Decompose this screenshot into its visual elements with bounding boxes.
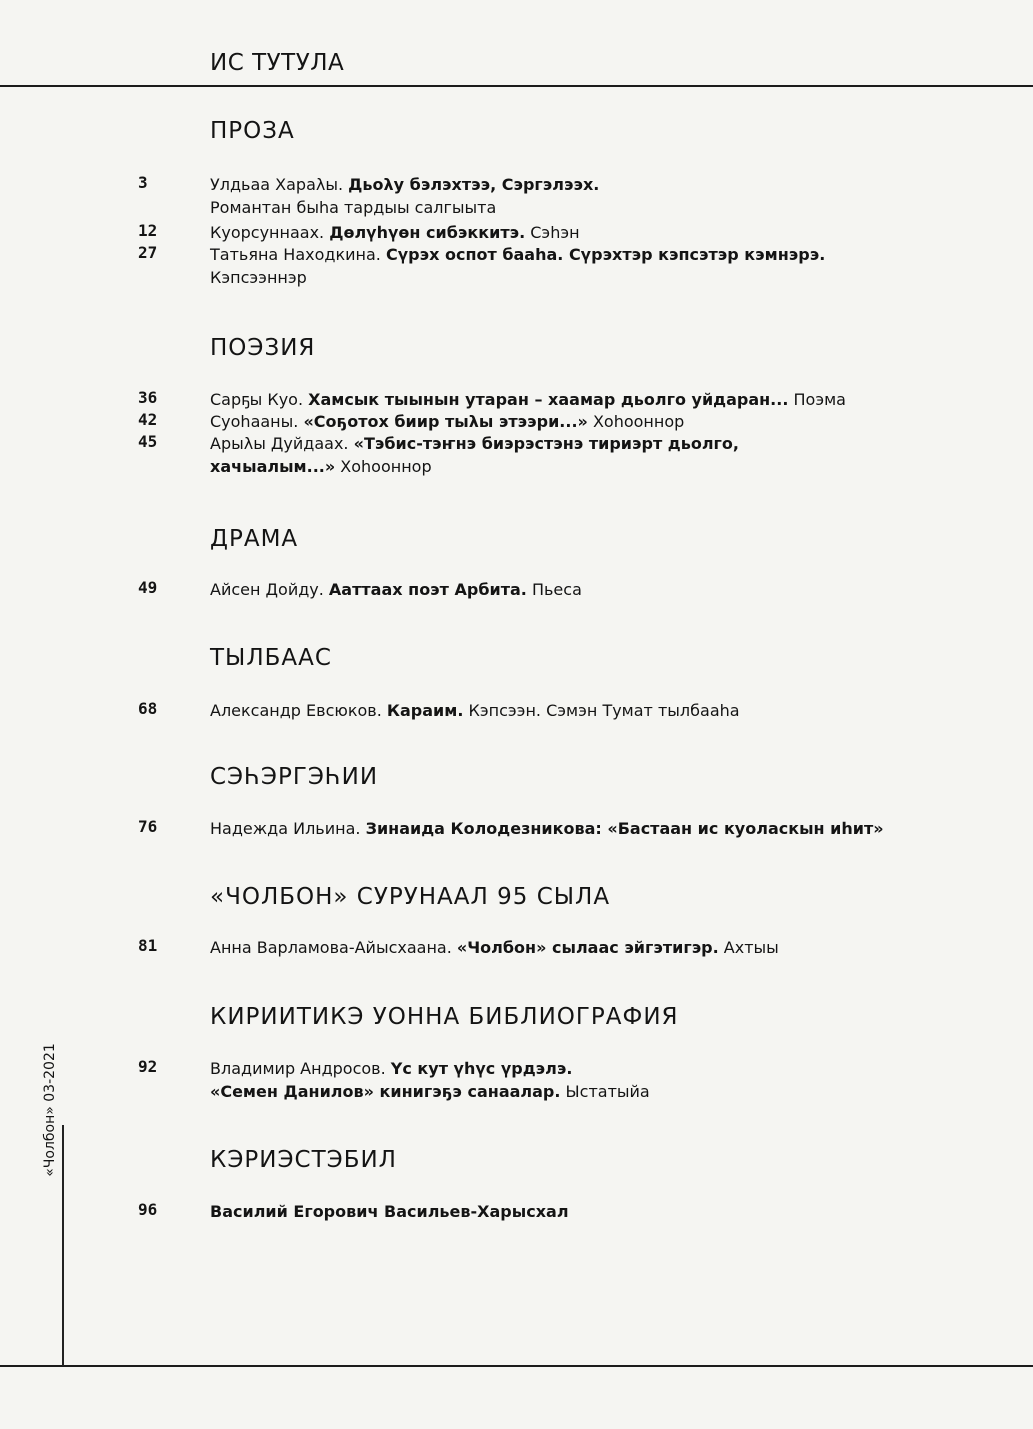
entry-text [210, 410, 910, 433]
section-heading: ПРОЗА [210, 118, 295, 144]
entry-author-or-genre: Пьеса [526, 580, 582, 599]
entry-line [210, 936, 910, 959]
entry-author-or-genre: Арыλы Дуйдаах. [210, 434, 354, 453]
entry-author-or-genre: Айсен Дойду. [210, 580, 329, 599]
entry-author-or-genre: Александр Евсюков. [210, 701, 387, 720]
entry-title: Сүрэх оспот бааhа. Сүрэхтэр кэпсэтэр кэмнэрэ. [385, 245, 826, 264]
entry-title: «Тэбис-тэҥнэ биэрэстэнэ тириэрт дьолго, [353, 434, 739, 453]
entry-author-or-genre: Романтан быhа тардыы салгыыта [210, 198, 497, 217]
entry-line [210, 699, 910, 722]
section-heading: ПОЭЗИЯ [210, 335, 316, 361]
entry-line [210, 817, 910, 840]
entry-title: «Соҕотох биир тыλы этээри...» [303, 412, 588, 431]
entry-text [210, 221, 910, 244]
entry-title: Үс кут үһүс үрдэлэ. [390, 1059, 573, 1078]
page-number: 27 [138, 243, 158, 262]
section-heading: ТЫЛБААС [210, 645, 332, 671]
page-number: 81 [138, 936, 158, 955]
entry-author-or-genre: Ахтыы [718, 938, 779, 957]
spine-divider [62, 1125, 64, 1366]
entry-author-or-genre: Хоhооннор [335, 457, 432, 476]
entry-title: Караим. [386, 701, 464, 720]
entry-line [210, 196, 910, 219]
entry-author-or-genre: Владимир Андросов. [210, 1059, 391, 1078]
entry-text [210, 817, 910, 840]
page-number: 92 [138, 1057, 158, 1076]
page-number: 45 [138, 432, 158, 451]
page-number: 36 [138, 388, 158, 407]
entry-author-or-genre: Куорсуннаах. [210, 223, 330, 242]
entry-line [210, 410, 910, 433]
entry-line [210, 455, 910, 478]
entry-author-or-genre: Татьяна Находкина. [210, 245, 386, 264]
entry-line [210, 266, 910, 289]
page-number: 42 [138, 410, 158, 429]
section-heading: «ЧОЛБОН» СУРУНААЛ 95 СЫЛА [210, 884, 611, 910]
entry-text [210, 936, 910, 959]
page-number: 68 [138, 699, 158, 718]
entry-line [210, 173, 910, 196]
entry-title: Ааттаах поэт Арбита. [328, 580, 527, 599]
entry-text [210, 388, 910, 411]
entry-author-or-genre: Поэма [788, 390, 846, 409]
entry-author-or-genre: Суоhааны. [210, 412, 304, 431]
page-title: ИС ТУТУЛА [210, 50, 345, 76]
entry-title: Зинаида Колодезникова: «Бастаан ис куоласкын иһит» [365, 819, 884, 838]
entry-text [210, 1200, 910, 1223]
entry-text [210, 173, 910, 219]
top-divider [0, 85, 1033, 87]
section-heading: ДРАМА [210, 526, 299, 552]
entry-title: Василий Егорович Васильев-Харысхал [210, 1202, 569, 1221]
entry-line [210, 432, 910, 455]
entry-text [210, 243, 910, 289]
page-number: 12 [138, 221, 158, 240]
entry-author-or-genre: Кэпсээн. Сэмэн Тумат тылбааhа [463, 701, 740, 720]
entry-title: «Чолбон» сылаас эйгэтигэр. [456, 938, 719, 957]
page-number: 76 [138, 817, 158, 836]
entry-line [210, 1080, 910, 1103]
spine-label: «Чолбон» 03-2021 [42, 1043, 58, 1177]
entry-author-or-genre: Анна Варламова-Айысхаана. [210, 938, 457, 957]
section-heading: КЭРИЭСТЭБИЛ [210, 1147, 397, 1173]
entry-text [210, 578, 910, 601]
entry-text [210, 1057, 910, 1103]
bottom-divider [0, 1365, 1033, 1367]
entry-line [210, 1200, 910, 1223]
entry-title: хачыалым...» [210, 457, 336, 476]
entry-line [210, 578, 910, 601]
entry-line [210, 1057, 910, 1080]
entry-line [210, 388, 910, 411]
page-number: 49 [138, 578, 158, 597]
entry-author-or-genre: Надежда Ильина. [210, 819, 366, 838]
section-heading: КИРИИТИКЭ УОННА БИБЛИОГРАФИЯ [210, 1004, 679, 1030]
entry-author-or-genre: Хоhооннор [587, 412, 685, 431]
entry-line [210, 243, 910, 266]
page-number: 96 [138, 1200, 158, 1219]
entry-title: Хамсык тыынын утаран – хаамар дьолго уйдаран... [308, 390, 789, 409]
entry-line [210, 221, 910, 244]
entry-author-or-genre: Кэпсээннэр [210, 268, 307, 287]
entry-title: Дөлүһүөн сибэккитэ. [329, 223, 526, 242]
entry-title: «Семен Данилов» кинигэҕэ санаалар. [210, 1082, 561, 1101]
entry-title: Дьоλу бэлэхтээ, Сэргэлээх. [348, 175, 600, 194]
entry-author-or-genre: Сэhэн [525, 223, 580, 242]
entry-author-or-genre: Сарҕы Куо. [210, 390, 309, 409]
section-heading: СЭҺЭРГЭҺИИ [210, 764, 379, 790]
entry-text [210, 432, 910, 478]
entry-text [210, 699, 910, 722]
entry-author-or-genre: Ыстатыйа [560, 1082, 650, 1101]
entry-author-or-genre: Улдьаа Хараλы. [210, 175, 349, 194]
page-number: 3 [138, 173, 148, 192]
